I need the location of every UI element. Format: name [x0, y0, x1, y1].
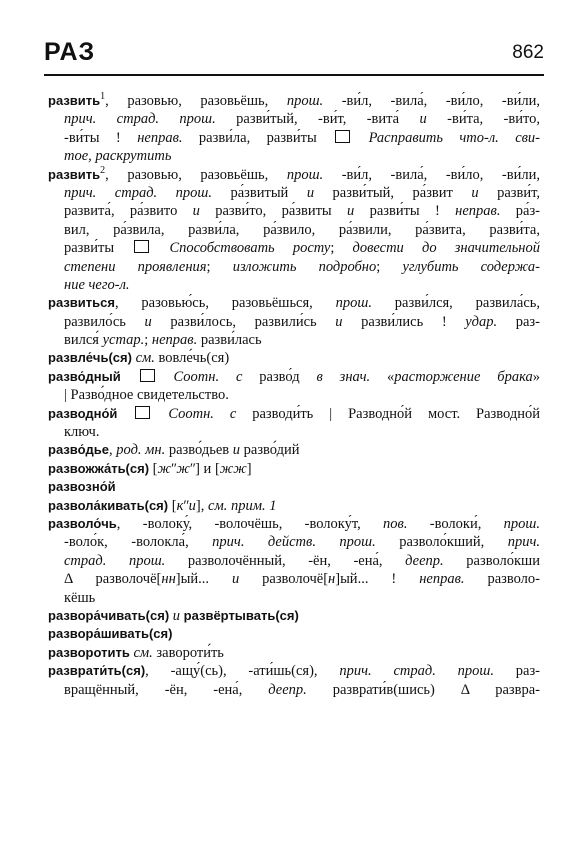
grammar-note: пов.	[383, 515, 408, 532]
text-line	[48, 202, 540, 220]
grammar-note: Расправить что-л. сви-	[352, 129, 540, 146]
grammar-note: прош.	[335, 295, 372, 312]
square-marker-icon	[135, 406, 150, 419]
entry-text: вил, ра́звила, разви́ла, ра́звило, ра́звили, ра́звита, разви́та,	[64, 221, 540, 238]
grammar-note: неправ.	[151, 332, 198, 349]
entry-text: вовле́чь(ся)	[154, 350, 230, 367]
entry-text: ;	[144, 332, 152, 349]
entry-text: «	[370, 368, 395, 385]
grammar-note: довести до значительной	[352, 240, 540, 257]
grammar-note: прич. страд. прош.	[64, 184, 212, 201]
grammar-note: и	[188, 497, 196, 514]
grammar-note: и	[192, 203, 200, 220]
entry-text: ;	[376, 258, 403, 275]
entry-text: развило́сь	[64, 313, 145, 330]
entry-text: [	[149, 460, 158, 477]
entry-text: -ви́л, -вила́, -ви́ло, -ви́ли,	[323, 93, 540, 109]
entry-text: разви́лись !	[342, 313, 466, 330]
entry-text: ]ый...	[175, 571, 232, 588]
entry-text: развита́, ра́звито	[64, 203, 193, 220]
grammar-note: прош.	[503, 515, 540, 532]
entry-text: [	[168, 497, 177, 514]
grammar-note: см.	[135, 350, 155, 367]
entry-text: -ви́та, -ви́то,	[426, 111, 540, 128]
entry-text: разви́ты	[64, 240, 133, 257]
grammar-note: неправ.	[455, 203, 501, 220]
text-line	[48, 331, 540, 349]
entry-text: кёшь	[64, 589, 96, 606]
grammar-note: прош.	[286, 93, 324, 109]
entry-text: раз-	[493, 663, 540, 680]
grammar-note: устар.	[102, 332, 145, 349]
grammar-note: неправ.	[137, 129, 183, 146]
text-line	[48, 349, 540, 367]
entry-text: -воло́к, -волокла́,	[64, 534, 213, 551]
entry-text: »	[532, 368, 540, 385]
grammar-note: деепр.	[405, 552, 444, 569]
entry-text: , разовью, разовьёшь,	[105, 166, 287, 183]
entry-text: разви́тый, ра́звит	[314, 184, 472, 201]
entry-text: ʺ] и [	[189, 460, 220, 477]
text-line	[48, 294, 540, 312]
entry-text: ;	[206, 258, 233, 275]
grammar-note: углубить содержа-	[402, 258, 540, 275]
headword: разволо́чь	[48, 515, 117, 531]
running-head: РАЗ	[44, 38, 96, 66]
grammar-note: прич. страд. прош.	[339, 663, 494, 680]
headword: развиться	[48, 295, 115, 311]
grammar-note: прич.	[507, 534, 540, 551]
grammar-note: к	[176, 497, 184, 514]
grammar-note: расторжение брака	[394, 368, 533, 385]
grammar-note: ж	[157, 460, 172, 477]
grammar-note: изложить подробно	[232, 258, 377, 275]
entry-text: разволо-	[464, 571, 540, 588]
grammar-note: тое, раскрутить	[64, 148, 172, 165]
entry-text: ]ый... !	[335, 571, 420, 588]
entry-text: разви́лась	[197, 332, 262, 349]
grammar-note: деепр.	[268, 681, 307, 698]
entry-text: ʺ	[171, 460, 177, 477]
entry-text: ʺ	[183, 497, 189, 514]
grammar-note: в знач.	[316, 368, 371, 385]
entry-text	[121, 369, 138, 385]
text-line	[48, 129, 540, 147]
grammar-note: и	[419, 111, 427, 128]
entry-text: ]	[246, 460, 252, 477]
entry-text: , разовью́сь, разовьёшься,	[114, 295, 336, 312]
entry-text: -волоки́,	[407, 515, 504, 532]
entry-text: разволо́кши	[443, 552, 540, 569]
headword: разво́дный	[48, 368, 121, 384]
square-marker-icon	[134, 240, 149, 253]
entry-text: разволочё[	[239, 571, 329, 588]
entry-text: Δ разволочё[	[64, 571, 162, 588]
entry-text: разводи́ть | Разводно́й мост. Разводно́й	[236, 405, 540, 422]
entry-text	[117, 406, 133, 422]
grammar-note: род. мн.	[116, 442, 166, 459]
entry-text: -ви́л, -вила́, -ви́ло, -ви́ли,	[323, 166, 540, 183]
grammar-note: см.	[133, 644, 153, 661]
entry-text: разво́дий	[240, 442, 300, 459]
entry-text: вращённый, -ён, -ена́,	[64, 681, 269, 698]
entry-text: разви́ла, разви́ты	[182, 129, 334, 146]
headword: разво́дье	[48, 442, 110, 458]
entry-text: ],	[195, 497, 209, 514]
text-line	[48, 184, 540, 202]
grammar-note: Соотн. с	[156, 368, 243, 385]
text-line	[48, 607, 540, 625]
text-line	[48, 552, 540, 570]
grammar-note: и	[169, 607, 184, 624]
grammar-note: страд. прош.	[64, 552, 166, 569]
entry-text: разво́д	[242, 368, 317, 385]
text-line	[48, 681, 540, 699]
entry-text: разволо́кший,	[375, 534, 508, 551]
grammar-note: см. прим. 1	[208, 497, 277, 514]
text-line	[48, 570, 540, 588]
entry-text: разврати́в(шись) Δ развра-	[306, 681, 540, 698]
entries-body	[48, 92, 540, 699]
text-line	[48, 441, 540, 459]
headword: разворотить	[48, 644, 130, 660]
grammar-note: и	[144, 313, 152, 330]
text-line	[48, 644, 540, 662]
headword: развить	[48, 166, 101, 182]
text-line	[48, 368, 540, 386]
headword: разврати́ть(ся)	[48, 663, 146, 679]
entry-text: разви́то, ра́звиты	[199, 203, 347, 220]
text-line	[48, 662, 540, 680]
entry-text: , -ащу́(сь), -ати́шь(ся),	[145, 663, 340, 680]
entry-text: завороти́ть	[152, 644, 224, 661]
grammar-note: Способствовать росту	[151, 240, 331, 257]
entry-text: раз-	[497, 313, 540, 330]
entry-text: разво́дьев	[165, 442, 233, 459]
entry-text: , -волоку́, -волочёшь, -волоку́т,	[116, 515, 384, 532]
text-line	[48, 386, 540, 404]
headword: развле́чь(ся)	[48, 350, 132, 366]
grammar-note: неправ.	[419, 571, 465, 588]
entry-text: ра́звитый	[211, 184, 307, 201]
text-line	[48, 589, 540, 607]
grammar-note: и	[231, 571, 240, 588]
headword: развожжа́ть(ся)	[48, 460, 150, 476]
text-line	[48, 423, 540, 441]
entry-text: разви́ты !	[354, 203, 456, 220]
text-line	[48, 460, 540, 478]
text-line	[48, 405, 540, 423]
entry-text: разви́тый, -ви́т, -вита́	[215, 111, 420, 128]
text-line	[48, 221, 540, 239]
grammar-note: прош.	[286, 166, 324, 183]
text-line	[48, 313, 540, 331]
text-line	[48, 110, 540, 128]
grammar-note: жж	[219, 460, 247, 477]
text-line	[48, 497, 540, 515]
text-line	[48, 92, 540, 110]
text-line	[48, 276, 540, 294]
headword: разводно́й	[48, 405, 118, 421]
square-marker-icon	[140, 369, 155, 382]
homonym-index: 1	[100, 92, 106, 103]
grammar-note: и	[471, 184, 479, 201]
page-header	[44, 38, 544, 70]
text-line	[48, 533, 540, 551]
entry-text: -ви́ты !	[64, 129, 138, 146]
entry-text: ,	[109, 442, 117, 459]
entry-text: | Разво́дное свидетельство.	[64, 387, 229, 404]
grammar-note: и	[335, 313, 343, 330]
entry-text: разволочённый, -ён, -ена́,	[165, 552, 406, 569]
text-line	[48, 239, 540, 257]
entry-text: ра́з-	[500, 203, 540, 220]
square-marker-icon	[335, 130, 350, 143]
headword: развозно́й	[48, 479, 116, 495]
grammar-note: ние чего-л.	[64, 276, 130, 293]
text-line	[48, 478, 540, 496]
page-number: 862	[512, 42, 544, 63]
headword: развёртывать(ся)	[183, 607, 299, 623]
grammar-note: прич. действ. прош.	[212, 534, 376, 551]
text-line	[48, 147, 540, 165]
entry-text: вился́	[64, 332, 103, 349]
grammar-note: н	[328, 571, 336, 588]
headword: развола́кивать(ся)	[48, 497, 169, 513]
grammar-note: и	[232, 442, 241, 459]
text-line	[48, 166, 540, 184]
homonym-index: 2	[100, 165, 106, 176]
entry-text: разви́т,	[478, 184, 540, 201]
entry-text: , разовью, разовьёшь,	[105, 93, 287, 109]
entry-text: ;	[330, 240, 353, 257]
grammar-note: ж	[176, 460, 190, 477]
text-line	[48, 258, 540, 276]
entry-text: ключ.	[64, 424, 100, 441]
entry-text: разви́лся, развила́сь,	[371, 295, 540, 312]
grammar-note: и	[347, 203, 355, 220]
grammar-note: нн	[161, 571, 176, 588]
headword: развора́шивать(ся)	[48, 626, 173, 642]
header-rule	[44, 74, 544, 76]
grammar-note: удар.	[465, 313, 498, 330]
headword: развить	[48, 93, 101, 108]
grammar-note: Соотн. с	[152, 405, 237, 422]
text-line	[48, 515, 540, 533]
grammar-note: степени проявления	[64, 258, 207, 275]
text-line	[48, 625, 540, 643]
headword: развора́чивать(ся)	[48, 607, 170, 623]
grammar-note: прич. страд. прош.	[64, 111, 216, 128]
entry-text: разви́лось, развили́сь	[151, 313, 336, 330]
grammar-note: и	[306, 184, 315, 201]
